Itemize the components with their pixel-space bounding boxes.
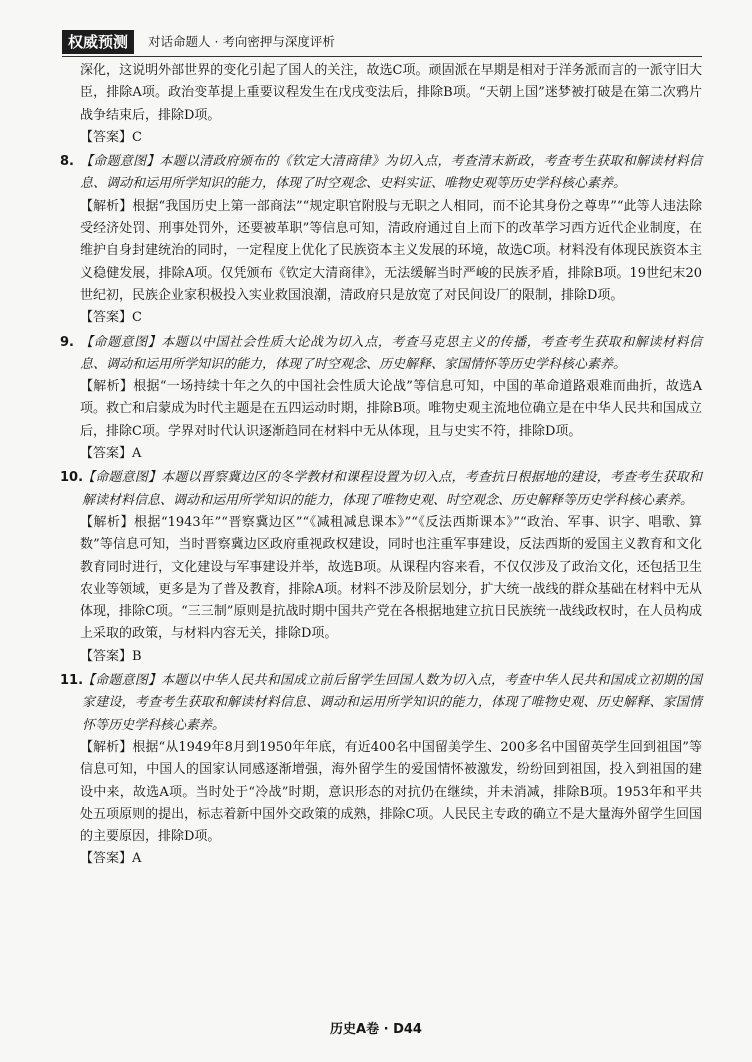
question-intent: 【命题意图】本题以中华人民共和国成立前后留学生回国人数为切入点，考查中华人民共和国成立初期的国家建设，考查考生获取和解读材料信息、调动和运用所学知识的能力，体现了唯物史观、历史解释、家国情怀等历史学科核心素养。 <box>82 673 702 733</box>
question-intent: 【命题意图】本题以清政府颁布的《钦定大清商律》为切入点，考查清末新政，考查考生获取和解读材料信息、调动和运用所学知识的能力，体现了时空观念、史料实证、唯物史观等历史学科核心素养。 <box>80 154 702 192</box>
page-content <box>60 60 702 871</box>
question-number: 10. <box>60 470 84 486</box>
header-subtitle: 对话命题人 · 考向密押与深度评析 <box>148 34 335 49</box>
question-analysis: 【解析】根据“从1949年8月到1950年年底，有近400名中国留美学生、200多名中国留英学生回到祖国”等信息可知，中国人的国家认同感逐渐增强，海外留学生的爱国情怀被激发，纷纷回到祖国，投入到祖国的建设中来，故选A项。当时处于“冷战”时期，意识形态的对抗仍在继续，并未消减，排除B项。1953年和平共处五项原则的提出，标志着新中国外交政策的成熟，排除C项。人民民主专政的确立不是大量海外留学生回国的主要原因，排除D项。 <box>80 739 702 845</box>
page-number: 历史A卷 · D44 <box>330 1022 422 1037</box>
page-header <box>62 30 702 56</box>
question-10 <box>60 467 702 668</box>
question-answer: 【答案】B <box>80 648 142 664</box>
question-intent: 【命题意图】本题以晋察冀边区的冬学教材和课程设置为切入点，考查抗日根据地的建设，考查考生获取和解读材料信息、调动和运用所学知识的能力，体现了唯物史观、时空观念、历史解释等历史学科核心素养。 <box>82 470 702 508</box>
question-analysis: 【解析】根据“1943年”“晋察冀边区”“《减租减息课本》”“《反法西斯课本》”“政治、军事、识字、唱歌、算数”等信息可知，当时晋察冀边区政府重视政权建设，同时也注重军事建设，反法西斯的爱国主义教育和文化教育同时进行，文化建设与军事建设并举，故选B项。从课程内容来看，不仅仅涉及了政治文化，还包括卫生农业等领域，更多是为了普及教育，排除A项。材料不涉及阶层划分，扩大统一战线的群众基础在材料中无从体现，排除C项。“三三制”原则是抗战时期中国共产党在各根据地建立抗日民族统一战线政权时，在人员构成上采取的政策，与材料内容无关，排除D项。 <box>80 514 702 642</box>
intro-paragraph: 深化，这说明外部世界的变化引起了国人的关注，故选C项。顽固派在早期是相对于洋务派而言的一派守旧大臣，排除A项。政治变革提上重要议程发生在戊戌变法后，排除B项。“天朝上国”迷梦被打破是在第二次鸦片战争结束后，排除D项。 <box>80 63 702 123</box>
question-11 <box>60 670 702 871</box>
section-badge: 权威预测 <box>62 30 134 54</box>
question-analysis: 【解析】根据“一场持续十年之久的中国社会性质大论战”等信息可知，中国的革命道路艰难而曲折，故选A项。救亡和启蒙成为时代主题是在五四运动时期，排除B项。唯物史观主流地位确立是在中华人民共和国成立后，排除C项。学界对时代认识逐渐趋同在材料中无从体现，且与史实不符，排除D项。 <box>80 379 702 439</box>
question-answer: 【答案】A <box>80 851 142 867</box>
intro-answer: 【答案】C <box>80 129 142 145</box>
question-intent: 【命题意图】本题以中国社会性质大论战为切入点，考查马克思主义的传播，考查考生获取和解读材料信息、调动和运用所学知识的能力，体现了时空观念、历史解释、家国情怀等历史学科核心素养。 <box>80 334 702 372</box>
question-9 <box>60 332 702 466</box>
question-analysis: 【解析】根据“我国历史上第一部商法”“规定职官附股与无职之人相同，而不论其身份之尊卑”“此等人违法除受经济处罚、刑事处罚外，还要被革职”等信息可知，清政府通过自上而下的改革学习西方近代企业制度，在维护自身封建统治的同时，一定程度上优化了民族资本主义发展的环境，故选C项。材料没有体现民族资本主义稳健发展，排除A项。仅凭颁布《钦定大清商律》，无法缓解当时严峻的民族矛盾，排除B项。19世纪末20世纪初，民族企业家积极投入实业救国浪潮，清政府只是放宽了对民间设厂的限制，排除D项。 <box>80 198 702 303</box>
header-divider <box>62 56 702 57</box>
question-number: 9. <box>60 334 74 350</box>
question-number: 8. <box>60 154 74 170</box>
question-number: 11. <box>60 673 84 689</box>
question-answer: 【答案】A <box>80 446 142 462</box>
question-8 <box>60 151 702 329</box>
question-answer: 【答案】C <box>80 310 142 326</box>
